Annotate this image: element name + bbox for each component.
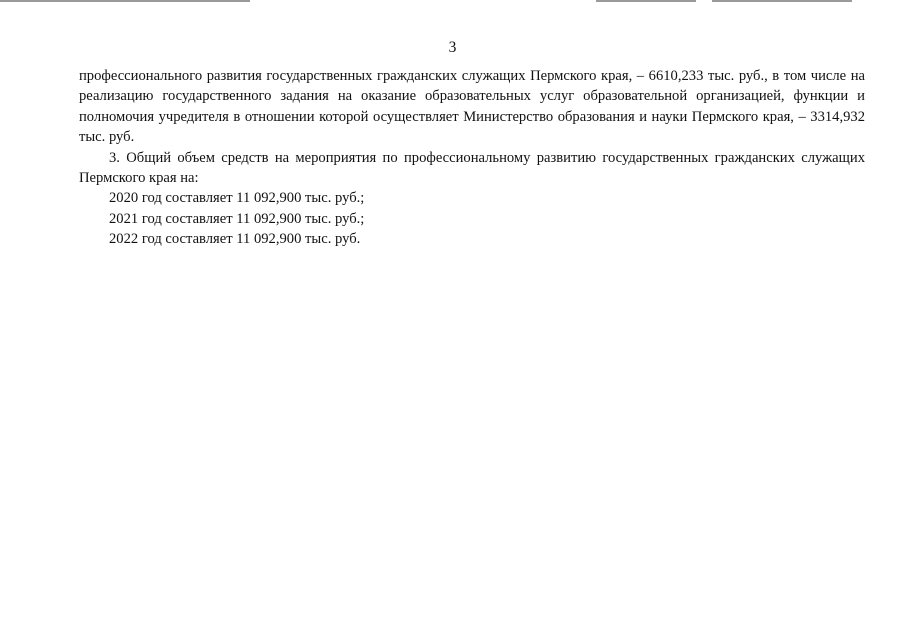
year-line-2022: 2022 год составляет 11 092,900 тыс. руб. [109,231,361,248]
paragraph-item-3: 3. Общий объем средств на мероприятия по профессиональному развитию государственных гражданских служащих Пермского края на: [79,149,865,187]
document-body [79,66,865,250]
scan-edge-line [712,0,852,2]
year-line-2020: 2020 год составляет 11 092,900 тыс. руб.; [109,190,365,207]
page-number: 3 [448,39,457,56]
year-line-2021: 2021 год составляет 11 092,900 тыс. руб.; [109,210,365,227]
scan-edge-line [0,0,250,2]
paragraph-continued: профессионального развития государственных гражданских служащих Пермского края, – 6610,233 тыс. руб., в том числе на реализацию государственного задания на оказание образовательных услуг образовательной организацией, функции и полномочия учредителя в отношении которой осуществляет Министерство образования и науки Пермского края, – 3314,932 тыс. руб. [79,68,865,146]
scan-edge-line [596,0,696,2]
